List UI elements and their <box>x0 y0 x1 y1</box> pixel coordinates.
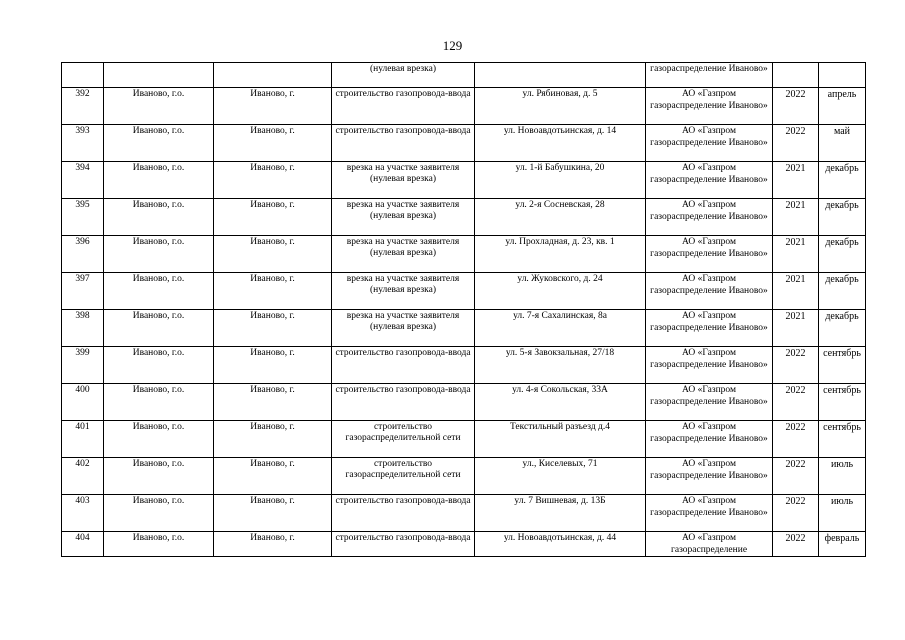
cell-work: строительство газопровода-ввода <box>332 88 475 125</box>
cell-locality: Иваново, г. <box>214 125 332 162</box>
cell-year: 2021 <box>773 310 819 347</box>
cell-work: строительство газопровода-ввода <box>332 495 475 532</box>
cell-locality: Иваново, г. <box>214 495 332 532</box>
cell-num: 394 <box>62 162 104 199</box>
cell-num: 398 <box>62 310 104 347</box>
cell-work: врезка на участке заявителя (нулевая врезка) <box>332 162 475 199</box>
cell-address: ул. Новоавдотьинская, д. 44 <box>475 532 646 557</box>
cell-month: декабрь <box>819 273 866 310</box>
cell-owner: АО «Газпром газораспределение Иваново» <box>646 495 773 532</box>
cell-year <box>773 63 819 88</box>
cell-address: Текстильный разъезд д.4 <box>475 421 646 458</box>
cell-locality: Иваново, г. <box>214 532 332 557</box>
table-row <box>62 162 866 199</box>
cell-month: июль <box>819 495 866 532</box>
cell-year: 2022 <box>773 532 819 557</box>
cell-owner: АО «Газпром газораспределение Иваново» <box>646 421 773 458</box>
table-row <box>62 88 866 125</box>
cell-locality: Иваново, г. <box>214 273 332 310</box>
cell-work: врезка на участке заявителя (нулевая врезка) <box>332 236 475 273</box>
table-row <box>62 236 866 273</box>
cell-address: ул. Жуковского, д. 24 <box>475 273 646 310</box>
gasification-table <box>61 62 866 557</box>
cell-year: 2022 <box>773 384 819 421</box>
cell-locality: Иваново, г. <box>214 236 332 273</box>
table-row <box>62 421 866 458</box>
table-row <box>62 347 866 384</box>
cell-owner: АО «Газпром газораспределение Иваново» <box>646 199 773 236</box>
cell-month: декабрь <box>819 236 866 273</box>
cell-year: 2022 <box>773 458 819 495</box>
cell-locality: Иваново, г. <box>214 384 332 421</box>
cell-owner: АО «Газпром газораспределение Иваново» <box>646 347 773 384</box>
cell-owner: АО «Газпром газораспределение Иваново» <box>646 458 773 495</box>
cell-month: декабрь <box>819 310 866 347</box>
cell-month: февраль <box>819 532 866 557</box>
cell-month: май <box>819 125 866 162</box>
cell-address: ул. 2-я Сосневская, 28 <box>475 199 646 236</box>
table-row <box>62 125 866 162</box>
cell-work: строительство газораспределительной сети <box>332 458 475 495</box>
cell-owner: АО «Газпром газораспределение Иваново» <box>646 162 773 199</box>
table-row <box>62 310 866 347</box>
cell-district: Иваново, г.о. <box>104 125 214 162</box>
cell-month: сентябрь <box>819 421 866 458</box>
cell-year: 2022 <box>773 347 819 384</box>
cell-num <box>62 63 104 88</box>
cell-month: декабрь <box>819 162 866 199</box>
cell-work: врезка на участке заявителя (нулевая врезка) <box>332 273 475 310</box>
cell-num: 404 <box>62 532 104 557</box>
cell-district: Иваново, г.о. <box>104 458 214 495</box>
cell-work: врезка на участке заявителя (нулевая врезка) <box>332 310 475 347</box>
table-row <box>62 199 866 236</box>
cell-address: ул. Прохладная, д. 23, кв. 1 <box>475 236 646 273</box>
cell-address: ул. 4-я Сокольская, 33А <box>475 384 646 421</box>
table-row <box>62 384 866 421</box>
cell-work: врезка на участке заявителя (нулевая врезка) <box>332 199 475 236</box>
cell-district: Иваново, г.о. <box>104 310 214 347</box>
table-row <box>62 532 866 557</box>
cell-owner: АО «Газпром газораспределение Иваново» <box>646 384 773 421</box>
cell-district: Иваново, г.о. <box>104 384 214 421</box>
cell-locality: Иваново, г. <box>214 88 332 125</box>
cell-address: ул. Новоавдотьинская, д. 14 <box>475 125 646 162</box>
cell-num: 392 <box>62 88 104 125</box>
table-row <box>62 495 866 532</box>
cell-owner: газораспределение Иваново» <box>646 63 773 88</box>
cell-address: ул. 7-я Сахалинская, 8а <box>475 310 646 347</box>
cell-owner: АО «Газпром газораспределение <box>646 532 773 557</box>
cell-month: апрель <box>819 88 866 125</box>
cell-address: ул. 1-й Бабушкина, 20 <box>475 162 646 199</box>
cell-owner: АО «Газпром газораспределение Иваново» <box>646 236 773 273</box>
table-row <box>62 273 866 310</box>
cell-locality: Иваново, г. <box>214 421 332 458</box>
cell-district: Иваново, г.о. <box>104 532 214 557</box>
cell-locality: Иваново, г. <box>214 458 332 495</box>
cell-year: 2022 <box>773 421 819 458</box>
cell-owner: АО «Газпром газораспределение Иваново» <box>646 310 773 347</box>
cell-district <box>104 63 214 88</box>
cell-locality: Иваново, г. <box>214 162 332 199</box>
cell-work: строительство газопровода-ввода <box>332 532 475 557</box>
cell-locality: Иваново, г. <box>214 199 332 236</box>
cell-num: 396 <box>62 236 104 273</box>
cell-month: декабрь <box>819 199 866 236</box>
cell-address: ул. 5-я Завокзальная, 27/18 <box>475 347 646 384</box>
cell-district: Иваново, г.о. <box>104 273 214 310</box>
cell-num: 397 <box>62 273 104 310</box>
cell-district: Иваново, г.о. <box>104 495 214 532</box>
cell-work: строительство газопровода-ввода <box>332 125 475 162</box>
cell-locality <box>214 63 332 88</box>
table-row-continuation <box>62 63 866 88</box>
cell-year: 2021 <box>773 236 819 273</box>
cell-work: строительство газопровода-ввода <box>332 384 475 421</box>
cell-work: строительство газопровода-ввода <box>332 347 475 384</box>
page-number: 129 <box>442 38 463 53</box>
cell-year: 2021 <box>773 162 819 199</box>
table-row <box>62 458 866 495</box>
cell-address: ул. 7 Вишневая, д. 13Б <box>475 495 646 532</box>
cell-district: Иваново, г.о. <box>104 162 214 199</box>
cell-owner: АО «Газпром газораспределение Иваново» <box>646 125 773 162</box>
cell-year: 2021 <box>773 199 819 236</box>
cell-year: 2022 <box>773 125 819 162</box>
cell-locality: Иваново, г. <box>214 347 332 384</box>
cell-address: ул., Киселевых, 71 <box>475 458 646 495</box>
cell-year: 2021 <box>773 273 819 310</box>
cell-work: (нулевая врезка) <box>332 63 475 88</box>
cell-district: Иваново, г.о. <box>104 199 214 236</box>
cell-owner: АО «Газпром газораспределение Иваново» <box>646 88 773 125</box>
cell-num: 399 <box>62 347 104 384</box>
cell-district: Иваново, г.о. <box>104 88 214 125</box>
cell-month: сентябрь <box>819 384 866 421</box>
cell-num: 395 <box>62 199 104 236</box>
cell-owner: АО «Газпром газораспределение Иваново» <box>646 273 773 310</box>
cell-num: 393 <box>62 125 104 162</box>
cell-num: 402 <box>62 458 104 495</box>
cell-address: ул. Рябиновая, д. 5 <box>475 88 646 125</box>
cell-num: 403 <box>62 495 104 532</box>
cell-month <box>819 63 866 88</box>
cell-district: Иваново, г.о. <box>104 236 214 273</box>
cell-year: 2022 <box>773 495 819 532</box>
cell-work: строительство газораспределительной сети <box>332 421 475 458</box>
cell-num: 401 <box>62 421 104 458</box>
cell-month: сентябрь <box>819 347 866 384</box>
cell-year: 2022 <box>773 88 819 125</box>
cell-month: июль <box>819 458 866 495</box>
cell-district: Иваново, г.о. <box>104 421 214 458</box>
cell-locality: Иваново, г. <box>214 310 332 347</box>
cell-num: 400 <box>62 384 104 421</box>
cell-district: Иваново, г.о. <box>104 347 214 384</box>
cell-address <box>475 63 646 88</box>
